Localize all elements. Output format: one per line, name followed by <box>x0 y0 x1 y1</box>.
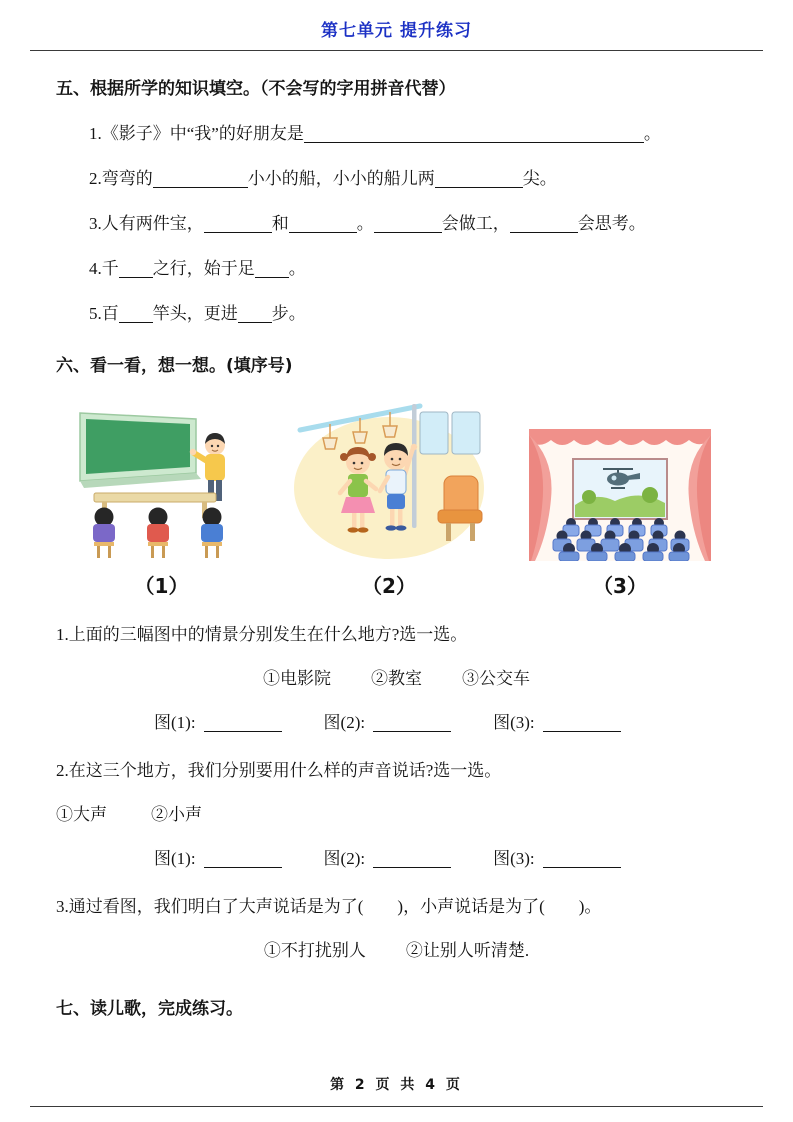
text-fragment: 竿头，更进 <box>152 304 238 323</box>
worksheet-content <box>0 51 793 1021</box>
answer-blank <box>373 850 451 868</box>
scene-1-column <box>74 403 249 599</box>
question-2-options <box>56 802 737 827</box>
option-label: ①不打扰别人 <box>263 941 366 960</box>
classroom-scene-illustration <box>74 403 249 561</box>
question-2-answer-row <box>154 846 737 871</box>
bus-pole <box>412 404 417 528</box>
answer-blank <box>304 125 644 143</box>
text-fragment: 小小的船，小小的船儿两 <box>247 169 435 188</box>
fill-item-2 <box>89 166 737 191</box>
text-fragment: 2.弯弯的 <box>89 169 153 188</box>
fig-label: 图(2): <box>323 849 366 868</box>
text-fragment: 之行，始于足 <box>152 259 255 278</box>
option-label: ①大声 <box>56 805 107 824</box>
fig-answer-2 <box>324 846 452 871</box>
fig-label: 图(3): <box>493 713 535 732</box>
answer-blank <box>510 215 578 233</box>
student-figure-2 <box>147 508 169 559</box>
page-header <box>0 0 793 51</box>
fig-answer-1 <box>154 846 282 871</box>
option-label: ③公交车 <box>462 669 530 688</box>
section5-heading: 五、根据所学的知识填空。（不会写的字用拼音代替） <box>56 79 456 99</box>
fig-answer-1 <box>154 710 282 735</box>
student-figure-3 <box>201 508 223 559</box>
fig-label: 图(3): <box>493 849 535 868</box>
answer-blank <box>374 215 442 233</box>
question-1-text: 1.上面的三幅图中的情景分别发生在什么地方?选一选。 <box>56 625 468 644</box>
fill-item-4 <box>89 256 737 281</box>
blackboard <box>80 413 201 488</box>
answer-blank <box>119 305 153 323</box>
answer-blank <box>153 170 248 188</box>
scene-2-label: （2） <box>362 574 416 598</box>
section7-heading: 七、读儿歌，完成练习。 <box>56 999 243 1019</box>
scene-2-column <box>292 396 486 599</box>
page-number: 第 2 页 共 4 页 <box>330 1077 463 1093</box>
answer-blank <box>238 305 272 323</box>
scene-3-column <box>529 429 711 599</box>
cinema-scene-illustration <box>529 429 711 561</box>
scene-3-label: （3） <box>593 574 647 598</box>
scene-images-row <box>74 396 737 599</box>
question-3-text: 3.通过看图，我们明白了大声说话是为了( )，小声说话是为了( )。 <box>56 897 602 916</box>
bus-scene-illustration <box>292 396 486 561</box>
answer-blank <box>204 714 282 732</box>
fig-label: 图(1): <box>154 849 196 868</box>
answer-blank <box>435 170 523 188</box>
text-fragment: 。 <box>643 124 661 143</box>
fig-answer-3 <box>493 710 621 735</box>
section6-heading: 六、看一看，想一想。(填序号) <box>56 356 293 376</box>
text-fragment: 3.人有两件宝， <box>89 214 204 233</box>
option-label: ①电影院 <box>263 669 331 688</box>
text-fragment: 4.千 <box>89 259 119 278</box>
text-fragment: 尖。 <box>522 169 557 188</box>
question-1-options <box>56 666 737 691</box>
text-fragment: 。 <box>356 214 374 233</box>
text-fragment: 1.《影子》中“我”的好朋友是 <box>89 124 304 143</box>
fill-item-1 <box>89 121 737 146</box>
fig-label: 图(2): <box>323 713 366 732</box>
text-fragment: 会做工， <box>441 214 510 233</box>
answer-blank <box>543 714 621 732</box>
text-fragment: 和 <box>271 214 289 233</box>
text-fragment: 。 <box>288 259 306 278</box>
student-figure-1 <box>93 508 115 559</box>
text-fragment: 5.百 <box>89 304 119 323</box>
answer-blank <box>204 215 272 233</box>
answer-blank <box>543 850 621 868</box>
fig-answer-3 <box>493 846 621 871</box>
answer-blank <box>373 714 451 732</box>
option-label: ②小声 <box>151 805 202 824</box>
fig-label: 图(1): <box>154 713 196 732</box>
question-3-options <box>56 938 737 963</box>
answer-blank <box>204 850 282 868</box>
answer-blank <box>119 260 153 278</box>
option-label: ②教室 <box>371 669 422 688</box>
text-fragment: 会思考。 <box>577 214 646 233</box>
fig-answer-2 <box>324 710 452 735</box>
answer-blank <box>289 215 357 233</box>
text-fragment: 步。 <box>271 304 306 323</box>
answer-blank <box>255 260 289 278</box>
option-label: ②让别人听清楚. <box>405 941 530 960</box>
scene-1-label: （1） <box>134 574 189 598</box>
fill-item-3 <box>89 211 737 236</box>
question-1-answer-row <box>154 710 737 735</box>
footer-divider <box>30 1106 763 1107</box>
page-title: 第七单元 提升练习 <box>321 21 472 41</box>
question-2-text: 2.在这三个地方，我们分别要用什么样的声音说话?选一选。 <box>56 761 502 780</box>
fill-item-5 <box>89 301 737 326</box>
